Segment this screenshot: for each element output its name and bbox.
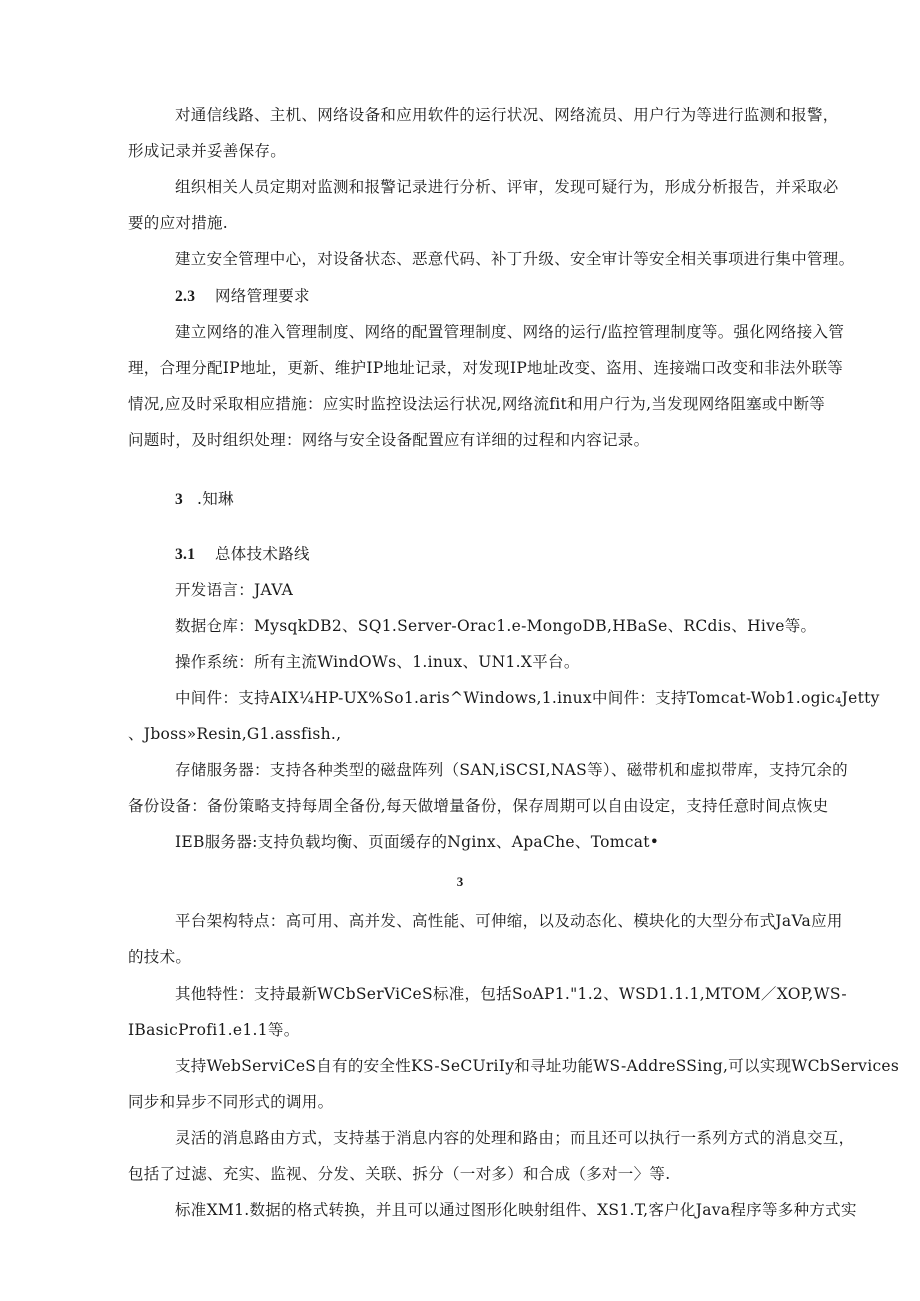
section-heading-3 xyxy=(175,488,234,511)
heading-number: 3 xyxy=(175,491,184,508)
paragraph-line: 平台架构特点：高可用、高并发、高性能、可伸缩，以及动态化、模块化的大型分布式JaVa应用 xyxy=(175,912,843,930)
section-heading-3-1 xyxy=(175,543,310,566)
paragraph-line: 情况,应及时采取相应措施：应实时监控设法运行状况,网络流fit和用户行为,当发现网络阻塞或中断等 xyxy=(128,395,826,413)
heading-text: 总体技术路线 xyxy=(215,545,310,563)
paragraph-line: 开发语言：JAVA xyxy=(175,581,294,599)
paragraph-line: 理，合理分配IP地址，更新、维护IP地址记录，对发现IP地址改变、盗用、连接端口改变和非法外联等 xyxy=(128,359,844,377)
paragraph-line: 建立安全管理中心，对设备状态、恶意代码、补丁升级、安全审计等安全相关事项进行集中管理。 xyxy=(175,250,855,268)
paragraph-line: 、Jboss»Resin,G1.assfish., xyxy=(128,725,342,743)
paragraph-line: 灵活的消息路由方式，支持基于消息内容的处理和路由；而且还可以执行一系列方式的消息交互， xyxy=(175,1129,855,1147)
paragraph-line: 支持WebServiCeS自有的安全性KS-SeCUriIy和寻址功能WS-AddreSSing,可以实现WCbServices xyxy=(175,1057,900,1075)
paragraph-line: 数据仓库：MysqkDB2、SQ1.Server-Orac1.e-MongoDB,HBaSe、RCdis、Hive等。 xyxy=(175,617,817,635)
page-number: 3 xyxy=(456,874,464,889)
section-heading-2-3 xyxy=(175,285,310,308)
paragraph-line: 对通信线路、主机、网络设备和应用软件的运行状况、网络流员、用户行为等进行监测和报警， xyxy=(175,106,839,124)
paragraph-line: 备份设备：备份策略支持每周全备份,每天做增量备份，保存周期可以自由设定，支持任意时间点恢史 xyxy=(128,797,829,815)
paragraph-line: 标准XM1.数据的格式转换，并且可以通过图形化映射组件、XS1.T,客户化Java程序等多种方式实 xyxy=(175,1201,857,1219)
paragraph-line: 中间件：支持AIX¼HP-UX%So1.aris^Windows,1.inux中间件：支持Tomcat-Wob1.ogic₄Jetty xyxy=(175,689,880,707)
paragraph-line: 建立网络的准入管理制度、网络的配置管理制度、网络的运行/监控管理制度等。强化网络接入管 xyxy=(175,323,845,341)
heading-number: 3.1 xyxy=(175,546,196,563)
heading-number: 2.3 xyxy=(175,288,196,305)
paragraph-line: 其他特性：支持最新WCbSerViCeS标准，包括SoAP1."1.2、WSD1.1.1,MTOM／XOP,WS- xyxy=(175,985,847,1003)
paragraph-line: 同步和异步不同形式的调用。 xyxy=(128,1093,334,1111)
paragraph-line: 的技术。 xyxy=(128,948,192,966)
paragraph-line: 操作系统：所有主流WindOWs、1.inux、UN1.X平台。 xyxy=(175,653,580,671)
paragraph-line: 问题时，及时组织处理：网络与安全设备配置应有详细的过程和内容记录。 xyxy=(128,431,650,449)
paragraph-line: 要的应对措施. xyxy=(128,214,229,232)
heading-text: .知琳 xyxy=(197,490,234,508)
heading-text: 网络管理要求 xyxy=(215,287,310,305)
paragraph-line: 存储服务器：支持各种类型的磁盘阵列（SAN,iSCSI,NAS等）、磁带机和虚拟带库，支持冗余的 xyxy=(175,761,848,779)
paragraph-line: 组织相关人员定期对监测和报警记录进行分析、评审，发现可疑行为，形成分析报告，并采取必 xyxy=(175,178,839,196)
paragraph-line: IEB服务器:支持负载均衡、页面缓存的Nginx、ApaChe、Tomcat• xyxy=(175,833,660,851)
paragraph-line: 形成记录并妥善保存。 xyxy=(128,142,287,160)
paragraph-line: 包括了过滤、充实、监视、分发、关联、拆分（一对多）和合成（多对一〉等. xyxy=(128,1165,671,1183)
paragraph-line: IBasicProfi1.e1.1等。 xyxy=(128,1021,300,1039)
